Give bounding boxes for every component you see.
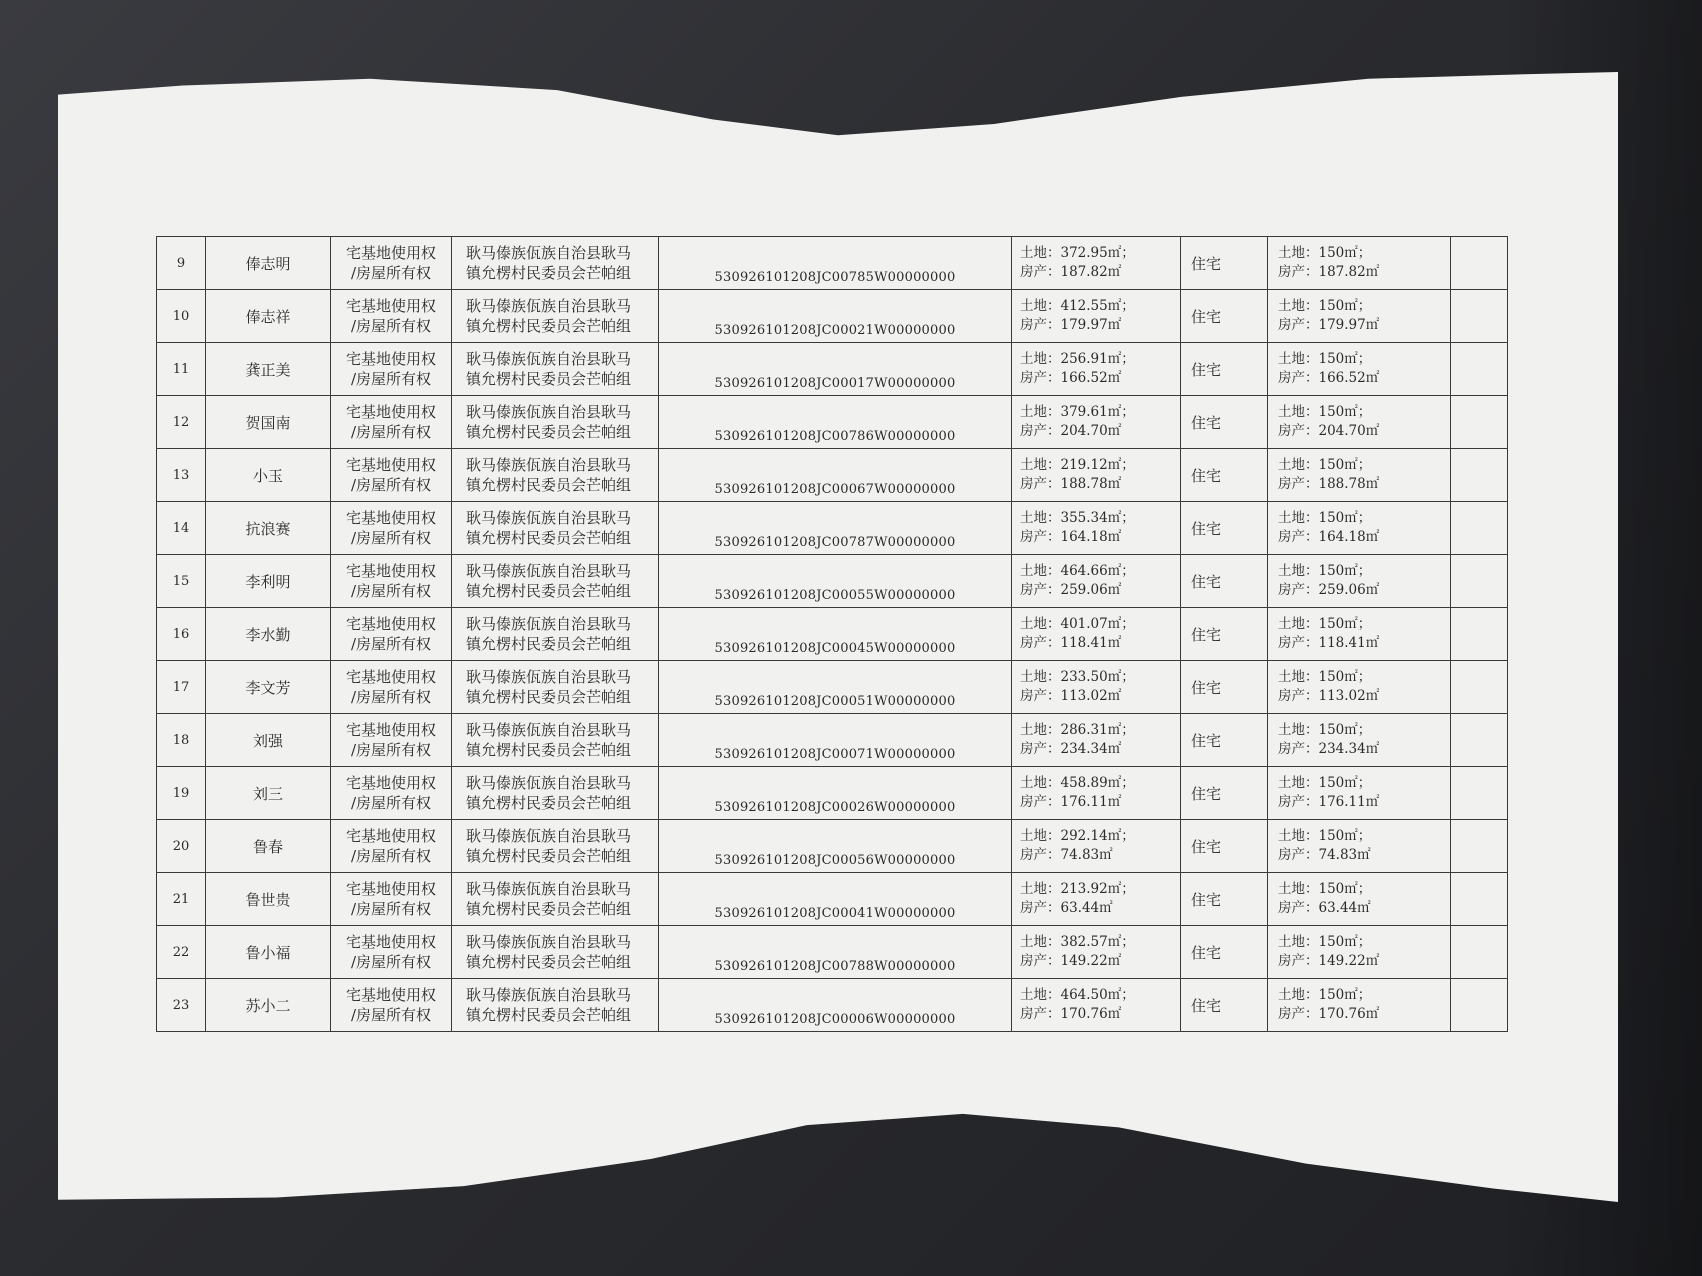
right-type-line-2: /房屋所有权 xyxy=(350,741,432,759)
owner-name-cell: 鲁小福 xyxy=(206,926,331,979)
location-cell xyxy=(452,608,659,661)
row-number-cell: 14 xyxy=(157,502,206,555)
right-type-line-2: /房屋所有权 xyxy=(350,264,432,282)
land-area-text: 土地：379.61㎡； xyxy=(1020,404,1135,420)
parcel-code-text: 530926101208JC00017W00000000 xyxy=(714,375,956,391)
parcel-code-text: 530926101208JC00006W00000000 xyxy=(714,1011,956,1027)
land-area-text: 土地：464.50㎡； xyxy=(1020,987,1135,1003)
parcel-code-cell xyxy=(659,661,1012,714)
row-number-cell: 10 xyxy=(157,290,206,343)
approved-land-text: 土地：150㎡； xyxy=(1278,987,1372,1003)
parcel-code-cell xyxy=(659,502,1012,555)
approved-area-cell xyxy=(1268,820,1451,873)
table-row xyxy=(157,290,1508,343)
parcel-code-cell xyxy=(659,714,1012,767)
parcel-code-cell xyxy=(659,873,1012,926)
land-area-text: 土地：355.34㎡； xyxy=(1020,510,1135,526)
right-type-cell xyxy=(331,555,452,608)
row-number-cell: 18 xyxy=(157,714,206,767)
owner-name-cell: 俸志祥 xyxy=(206,290,331,343)
location-line-1: 耿马傣族佤族自治县耿马 xyxy=(466,668,632,686)
house-area-text: 房产：149.22㎡ xyxy=(1020,953,1122,969)
house-area-text: 房产：166.52㎡ xyxy=(1020,370,1122,386)
right-type-line-1: 宅基地使用权 xyxy=(345,456,436,474)
land-area-text: 土地：382.57㎡； xyxy=(1020,934,1135,950)
right-type-line-1: 宅基地使用权 xyxy=(345,827,436,845)
row-number-cell: 12 xyxy=(157,396,206,449)
parcel-code-cell xyxy=(659,343,1012,396)
owner-name-cell: 刘强 xyxy=(206,714,331,767)
usage-cell: 住宅 xyxy=(1181,608,1268,661)
table-row xyxy=(157,237,1508,290)
right-type-line-1: 宅基地使用权 xyxy=(345,297,436,315)
land-area-text: 土地：401.07㎡； xyxy=(1020,616,1135,632)
land-area-text: 土地：256.91㎡； xyxy=(1020,351,1135,367)
right-type-cell xyxy=(331,714,452,767)
owner-name-cell: 抗浪赛 xyxy=(206,502,331,555)
location-line-1: 耿马傣族佤族自治县耿马 xyxy=(466,509,632,527)
location-line-2: 镇允楞村民委员会芒帕组 xyxy=(466,688,632,706)
approved-land-text: 土地：150㎡； xyxy=(1278,828,1372,844)
remarks-cell xyxy=(1451,237,1508,290)
remarks-cell xyxy=(1451,926,1508,979)
row-number-cell: 13 xyxy=(157,449,206,502)
house-area-text: 房产：234.34㎡ xyxy=(1020,741,1122,757)
area-cell xyxy=(1012,290,1181,343)
location-line-2: 镇允楞村民委员会芒帕组 xyxy=(466,317,632,335)
location-cell xyxy=(452,926,659,979)
parcel-code-cell xyxy=(659,820,1012,873)
remarks-cell xyxy=(1451,608,1508,661)
location-line-2: 镇允楞村民委员会芒帕组 xyxy=(466,1006,632,1024)
table-row xyxy=(157,820,1508,873)
table-row xyxy=(157,661,1508,714)
right-type-line-1: 宅基地使用权 xyxy=(345,509,436,527)
right-type-line-2: /房屋所有权 xyxy=(350,900,432,918)
right-type-line-2: /房屋所有权 xyxy=(350,582,432,600)
location-cell xyxy=(452,979,659,1032)
right-type-line-2: /房屋所有权 xyxy=(350,317,432,335)
approved-area-cell xyxy=(1268,449,1451,502)
owner-name-cell: 鲁春 xyxy=(206,820,331,873)
approved-land-text: 土地：150㎡； xyxy=(1278,722,1372,738)
location-line-2: 镇允楞村民委员会芒帕组 xyxy=(466,529,632,547)
location-cell xyxy=(452,661,659,714)
table-row xyxy=(157,714,1508,767)
parcel-code-text: 530926101208JC00026W00000000 xyxy=(714,799,956,815)
area-cell xyxy=(1012,343,1181,396)
location-line-1: 耿马傣族佤族自治县耿马 xyxy=(466,986,632,1004)
usage-cell: 住宅 xyxy=(1181,555,1268,608)
location-line-1: 耿马傣族佤族自治县耿马 xyxy=(466,297,632,315)
parcel-code-cell xyxy=(659,767,1012,820)
usage-cell: 住宅 xyxy=(1181,979,1268,1032)
approved-area-cell xyxy=(1268,608,1451,661)
location-line-2: 镇允楞村民委员会芒帕组 xyxy=(466,635,632,653)
approved-area-cell xyxy=(1268,979,1451,1032)
location-line-1: 耿马傣族佤族自治县耿马 xyxy=(466,244,632,262)
usage-cell: 住宅 xyxy=(1181,396,1268,449)
house-area-text: 房产：74.83㎡ xyxy=(1020,847,1113,863)
right-type-cell xyxy=(331,396,452,449)
approved-house-text: 房产：74.83㎡ xyxy=(1278,847,1371,863)
remarks-cell xyxy=(1451,873,1508,926)
approved-house-text: 房产：176.11㎡ xyxy=(1278,794,1380,810)
row-number-cell: 22 xyxy=(157,926,206,979)
remarks-cell xyxy=(1451,979,1508,1032)
approved-area-cell xyxy=(1268,502,1451,555)
right-type-cell xyxy=(331,290,452,343)
usage-cell: 住宅 xyxy=(1181,343,1268,396)
area-cell xyxy=(1012,449,1181,502)
owner-name-cell: 苏小二 xyxy=(206,979,331,1032)
land-area-text: 土地：219.12㎡； xyxy=(1020,457,1135,473)
right-type-line-2: /房屋所有权 xyxy=(350,1006,432,1024)
parcel-code-text: 530926101208JC00067W00000000 xyxy=(714,481,956,497)
usage-cell: 住宅 xyxy=(1181,714,1268,767)
approved-land-text: 土地：150㎡； xyxy=(1278,934,1372,950)
table-body xyxy=(157,237,1508,1032)
row-number-cell: 19 xyxy=(157,767,206,820)
table-row xyxy=(157,555,1508,608)
approved-house-text: 房产：234.34㎡ xyxy=(1278,741,1380,757)
right-type-line-1: 宅基地使用权 xyxy=(345,774,436,792)
area-cell xyxy=(1012,820,1181,873)
parcel-code-cell xyxy=(659,926,1012,979)
approved-land-text: 土地：150㎡； xyxy=(1278,881,1372,897)
location-line-2: 镇允楞村民委员会芒帕组 xyxy=(466,476,632,494)
owner-name-cell: 小玉 xyxy=(206,449,331,502)
row-number-cell: 15 xyxy=(157,555,206,608)
approved-land-text: 土地：150㎡； xyxy=(1278,563,1372,579)
land-area-text: 土地：372.95㎡； xyxy=(1020,245,1135,261)
approved-house-text: 房产：170.76㎡ xyxy=(1278,1006,1380,1022)
location-cell xyxy=(452,767,659,820)
area-cell xyxy=(1012,502,1181,555)
row-number-cell: 16 xyxy=(157,608,206,661)
usage-cell: 住宅 xyxy=(1181,449,1268,502)
right-type-cell xyxy=(331,926,452,979)
right-type-line-1: 宅基地使用权 xyxy=(345,562,436,580)
usage-cell: 住宅 xyxy=(1181,820,1268,873)
house-area-text: 房产：187.82㎡ xyxy=(1020,264,1122,280)
approved-land-text: 土地：150㎡； xyxy=(1278,245,1372,261)
location-cell xyxy=(452,237,659,290)
approved-house-text: 房产：63.44㎡ xyxy=(1278,900,1371,916)
area-cell xyxy=(1012,396,1181,449)
owner-name-cell: 龚正美 xyxy=(206,343,331,396)
location-line-2: 镇允楞村民委员会芒帕组 xyxy=(466,264,632,282)
row-number-cell: 21 xyxy=(157,873,206,926)
approved-area-cell xyxy=(1268,555,1451,608)
right-type-line-2: /房屋所有权 xyxy=(350,635,432,653)
approved-area-cell xyxy=(1268,873,1451,926)
house-area-text: 房产：170.76㎡ xyxy=(1020,1006,1122,1022)
right-type-cell xyxy=(331,502,452,555)
right-type-cell xyxy=(331,608,452,661)
location-line-1: 耿马傣族佤族自治县耿马 xyxy=(466,562,632,580)
approved-area-cell xyxy=(1268,237,1451,290)
right-type-line-2: /房屋所有权 xyxy=(350,529,432,547)
table-row xyxy=(157,396,1508,449)
house-area-text: 房产：63.44㎡ xyxy=(1020,900,1113,916)
remarks-cell xyxy=(1451,555,1508,608)
remarks-cell xyxy=(1451,290,1508,343)
right-type-line-2: /房屋所有权 xyxy=(350,423,432,441)
location-line-2: 镇允楞村民委员会芒帕组 xyxy=(466,423,632,441)
approved-house-text: 房产：149.22㎡ xyxy=(1278,953,1380,969)
location-cell xyxy=(452,396,659,449)
usage-cell: 住宅 xyxy=(1181,767,1268,820)
approved-area-cell xyxy=(1268,290,1451,343)
table-row xyxy=(157,873,1508,926)
area-cell xyxy=(1012,873,1181,926)
approved-land-text: 土地：150㎡； xyxy=(1278,616,1372,632)
parcel-code-text: 530926101208JC00045W00000000 xyxy=(714,640,956,656)
row-number-cell: 20 xyxy=(157,820,206,873)
parcel-code-text: 530926101208JC00055W00000000 xyxy=(714,587,956,603)
location-line-2: 镇允楞村民委员会芒帕组 xyxy=(466,370,632,388)
remarks-cell xyxy=(1451,767,1508,820)
row-number-cell: 17 xyxy=(157,661,206,714)
parcel-code-text: 530926101208JC00787W00000000 xyxy=(714,534,956,550)
location-line-1: 耿马傣族佤族自治县耿马 xyxy=(466,721,632,739)
location-cell xyxy=(452,820,659,873)
house-area-text: 房产：118.41㎡ xyxy=(1020,635,1122,651)
property-rights-table xyxy=(156,236,1508,1032)
owner-name-cell: 刘三 xyxy=(206,767,331,820)
parcel-code-text: 530926101208JC00785W00000000 xyxy=(714,269,956,285)
owner-name-cell: 李文芳 xyxy=(206,661,331,714)
right-type-line-1: 宅基地使用权 xyxy=(345,350,436,368)
location-cell xyxy=(452,449,659,502)
land-area-text: 土地：233.50㎡； xyxy=(1020,669,1135,685)
approved-land-text: 土地：150㎡； xyxy=(1278,457,1372,473)
approved-house-text: 房产：179.97㎡ xyxy=(1278,317,1380,333)
approved-house-text: 房产：164.18㎡ xyxy=(1278,529,1380,545)
location-line-1: 耿马傣族佤族自治县耿马 xyxy=(466,774,632,792)
approved-house-text: 房产：204.70㎡ xyxy=(1278,423,1380,439)
location-cell xyxy=(452,290,659,343)
parcel-code-cell xyxy=(659,979,1012,1032)
approved-land-text: 土地：150㎡； xyxy=(1278,351,1372,367)
owner-name-cell: 俸志明 xyxy=(206,237,331,290)
parcel-code-cell xyxy=(659,449,1012,502)
location-line-2: 镇允楞村民委员会芒帕组 xyxy=(466,794,632,812)
row-number-cell: 9 xyxy=(157,237,206,290)
approved-land-text: 土地：150㎡； xyxy=(1278,298,1372,314)
parcel-code-cell xyxy=(659,290,1012,343)
table-row xyxy=(157,767,1508,820)
right-type-line-2: /房屋所有权 xyxy=(350,847,432,865)
location-line-1: 耿马傣族佤族自治县耿马 xyxy=(466,933,632,951)
right-type-line-1: 宅基地使用权 xyxy=(345,244,436,262)
right-type-line-2: /房屋所有权 xyxy=(350,476,432,494)
parcel-code-cell xyxy=(659,237,1012,290)
house-area-text: 房产：164.18㎡ xyxy=(1020,529,1122,545)
usage-cell: 住宅 xyxy=(1181,661,1268,714)
remarks-cell xyxy=(1451,714,1508,767)
right-type-cell xyxy=(331,820,452,873)
location-line-2: 镇允楞村民委员会芒帕组 xyxy=(466,900,632,918)
area-cell xyxy=(1012,661,1181,714)
location-line-2: 镇允楞村民委员会芒帕组 xyxy=(466,953,632,971)
area-cell xyxy=(1012,767,1181,820)
house-area-text: 房产：259.06㎡ xyxy=(1020,582,1122,598)
right-type-line-2: /房屋所有权 xyxy=(350,794,432,812)
location-cell xyxy=(452,714,659,767)
usage-cell: 住宅 xyxy=(1181,926,1268,979)
location-line-1: 耿马傣族佤族自治县耿马 xyxy=(466,827,632,845)
approved-land-text: 土地：150㎡； xyxy=(1278,510,1372,526)
approved-land-text: 土地：150㎡； xyxy=(1278,669,1372,685)
right-type-cell xyxy=(331,343,452,396)
remarks-cell xyxy=(1451,820,1508,873)
approved-house-text: 房产：118.41㎡ xyxy=(1278,635,1380,651)
table-row xyxy=(157,979,1508,1032)
land-area-text: 土地：292.14㎡； xyxy=(1020,828,1135,844)
area-cell xyxy=(1012,555,1181,608)
right-type-line-1: 宅基地使用权 xyxy=(345,403,436,421)
location-line-1: 耿马傣族佤族自治县耿马 xyxy=(466,456,632,474)
usage-cell: 住宅 xyxy=(1181,873,1268,926)
land-area-text: 土地：213.92㎡； xyxy=(1020,881,1135,897)
right-type-line-1: 宅基地使用权 xyxy=(345,933,436,951)
house-area-text: 房产：176.11㎡ xyxy=(1020,794,1122,810)
parcel-code-text: 530926101208JC00056W00000000 xyxy=(714,852,956,868)
right-type-line-1: 宅基地使用权 xyxy=(345,880,436,898)
location-cell xyxy=(452,343,659,396)
location-cell xyxy=(452,502,659,555)
parcel-code-text: 530926101208JC00041W00000000 xyxy=(714,905,956,921)
location-line-1: 耿马傣族佤族自治县耿马 xyxy=(466,615,632,633)
usage-cell: 住宅 xyxy=(1181,237,1268,290)
area-cell xyxy=(1012,608,1181,661)
owner-name-cell: 李利明 xyxy=(206,555,331,608)
parcel-code-text: 530926101208JC00786W00000000 xyxy=(714,428,956,444)
right-type-cell xyxy=(331,873,452,926)
approved-house-text: 房产：113.02㎡ xyxy=(1278,688,1380,704)
right-type-line-1: 宅基地使用权 xyxy=(345,668,436,686)
right-type-line-2: /房屋所有权 xyxy=(350,688,432,706)
parcel-code-cell xyxy=(659,608,1012,661)
right-type-line-2: /房屋所有权 xyxy=(350,953,432,971)
approved-house-text: 房产：166.52㎡ xyxy=(1278,370,1380,386)
area-cell xyxy=(1012,237,1181,290)
right-type-cell xyxy=(331,979,452,1032)
owner-name-cell: 李水勤 xyxy=(206,608,331,661)
approved-house-text: 房产：259.06㎡ xyxy=(1278,582,1380,598)
parcel-code-text: 530926101208JC00021W00000000 xyxy=(714,322,956,338)
parcel-code-text: 530926101208JC00788W00000000 xyxy=(714,958,956,974)
remarks-cell xyxy=(1451,661,1508,714)
area-cell xyxy=(1012,926,1181,979)
house-area-text: 房产：188.78㎡ xyxy=(1020,476,1122,492)
approved-house-text: 房产：187.82㎡ xyxy=(1278,264,1380,280)
parcel-code-cell xyxy=(659,555,1012,608)
right-type-line-2: /房屋所有权 xyxy=(350,370,432,388)
approved-area-cell xyxy=(1268,396,1451,449)
usage-cell: 住宅 xyxy=(1181,290,1268,343)
right-type-line-1: 宅基地使用权 xyxy=(345,615,436,633)
remarks-cell xyxy=(1451,396,1508,449)
approved-area-cell xyxy=(1268,714,1451,767)
right-type-cell xyxy=(331,767,452,820)
location-line-2: 镇允楞村民委员会芒帕组 xyxy=(466,847,632,865)
right-type-cell xyxy=(331,661,452,714)
approved-area-cell xyxy=(1268,926,1451,979)
remarks-cell xyxy=(1451,343,1508,396)
house-area-text: 房产：113.02㎡ xyxy=(1020,688,1122,704)
table-row xyxy=(157,449,1508,502)
house-area-text: 房产：204.70㎡ xyxy=(1020,423,1122,439)
row-number-cell: 11 xyxy=(157,343,206,396)
table-row xyxy=(157,608,1508,661)
approved-land-text: 土地：150㎡； xyxy=(1278,404,1372,420)
approved-area-cell xyxy=(1268,661,1451,714)
land-area-text: 土地：464.66㎡； xyxy=(1020,563,1135,579)
table-row xyxy=(157,926,1508,979)
approved-area-cell xyxy=(1268,343,1451,396)
right-type-line-1: 宅基地使用权 xyxy=(345,986,436,1004)
land-area-text: 土地：458.89㎡； xyxy=(1020,775,1135,791)
table-row xyxy=(157,343,1508,396)
location-cell xyxy=(452,873,659,926)
right-type-cell xyxy=(331,449,452,502)
approved-land-text: 土地：150㎡； xyxy=(1278,775,1372,791)
location-line-1: 耿马傣族佤族自治县耿马 xyxy=(466,350,632,368)
area-cell xyxy=(1012,979,1181,1032)
remarks-cell xyxy=(1451,502,1508,555)
parcel-code-text: 530926101208JC00071W00000000 xyxy=(714,746,956,762)
land-area-text: 土地：412.55㎡； xyxy=(1020,298,1135,314)
remarks-cell xyxy=(1451,449,1508,502)
right-type-cell xyxy=(331,237,452,290)
right-type-line-1: 宅基地使用权 xyxy=(345,721,436,739)
land-area-text: 土地：286.31㎡； xyxy=(1020,722,1135,738)
owner-name-cell: 贺国南 xyxy=(206,396,331,449)
location-line-2: 镇允楞村民委员会芒帕组 xyxy=(466,741,632,759)
location-line-1: 耿马傣族佤族自治县耿马 xyxy=(466,403,632,421)
location-line-2: 镇允楞村民委员会芒帕组 xyxy=(466,582,632,600)
location-line-1: 耿马傣族佤族自治县耿马 xyxy=(466,880,632,898)
table-row xyxy=(157,502,1508,555)
location-cell xyxy=(452,555,659,608)
approved-area-cell xyxy=(1268,767,1451,820)
area-cell xyxy=(1012,714,1181,767)
parcel-code-text: 530926101208JC00051W00000000 xyxy=(714,693,956,709)
house-area-text: 房产：179.97㎡ xyxy=(1020,317,1122,333)
usage-cell: 住宅 xyxy=(1181,502,1268,555)
approved-house-text: 房产：188.78㎡ xyxy=(1278,476,1380,492)
parcel-code-cell xyxy=(659,396,1012,449)
owner-name-cell: 鲁世贵 xyxy=(206,873,331,926)
row-number-cell: 23 xyxy=(157,979,206,1032)
